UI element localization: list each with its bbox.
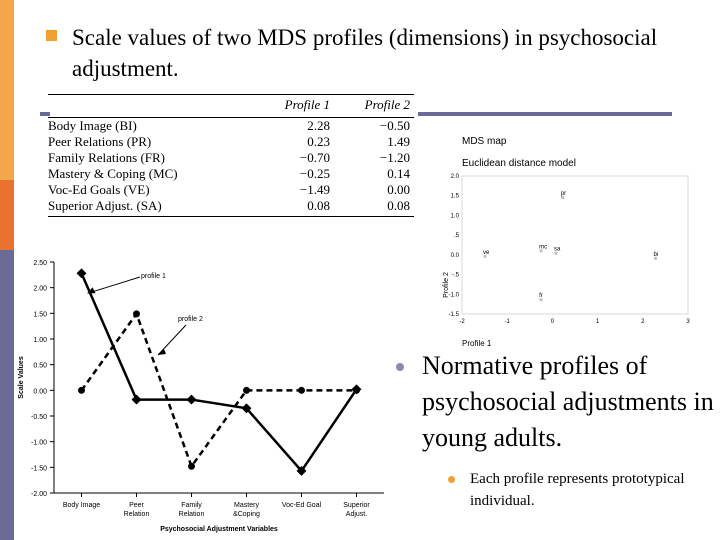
table-cell: Superior Adjust. (SA) xyxy=(48,198,162,213)
y-tick-label: 1.50 xyxy=(33,311,47,319)
table-header-row xyxy=(48,95,414,115)
data-point-profile-2 xyxy=(243,387,250,394)
mds-x-tick-label: -1 xyxy=(504,319,510,325)
mds-point-label: ve xyxy=(483,249,490,256)
bullet-sub xyxy=(396,468,716,512)
table-row xyxy=(48,134,414,150)
slide-title xyxy=(46,22,686,84)
data-point-profile-2 xyxy=(78,387,85,394)
table-header-cell: Profile 1 xyxy=(284,97,330,112)
x-tick-label: Peer xyxy=(129,502,144,509)
x-tick-label: Family xyxy=(181,502,202,509)
x-tick-label: Adjust. xyxy=(345,511,368,518)
mds-x-tick-label: 1 xyxy=(595,319,600,325)
mds-title: MDS map xyxy=(462,136,507,147)
y-tick-label: -1.50 xyxy=(31,465,47,473)
x-axis-label: Psychosocial Adjustment Variables xyxy=(160,526,278,533)
table-cell: 0.14 xyxy=(387,166,410,181)
mds-point-label: sa xyxy=(554,246,561,253)
y-tick-label: -2.00 xyxy=(31,491,47,498)
data-point-profile-1 xyxy=(132,395,142,405)
mds-y-tick-label: -1.5 xyxy=(448,312,459,318)
table-cell: 0.08 xyxy=(387,198,410,213)
y-tick-label: -1.00 xyxy=(31,439,47,447)
mds-point-label: fr xyxy=(539,293,543,300)
table-cell: 0.00 xyxy=(387,182,410,197)
table-cell: Peer Relations (PR) xyxy=(48,134,152,149)
side-accent-bar xyxy=(0,0,14,540)
y-tick-label: 0.50 xyxy=(33,362,47,370)
data-point-profile-2 xyxy=(188,463,195,470)
mds-x-axis-label: Profile 1 xyxy=(462,339,492,348)
table-row xyxy=(48,198,414,214)
x-tick-label: Mastery xyxy=(234,502,259,509)
bullet-dot-icon xyxy=(396,363,404,371)
table-cell: −0.25 xyxy=(299,166,330,181)
table-cell: −0.70 xyxy=(299,150,330,165)
slide-title-text: Scale values of two MDS profiles (dimensions) in psychosocial adjustment. xyxy=(72,25,658,81)
mds-y-tick-label: -.5 xyxy=(451,272,459,279)
mds-y-tick-label: 1.0 xyxy=(450,213,459,220)
annotation-profile-1: profile 1 xyxy=(141,273,166,280)
mds-point-label: mc xyxy=(539,244,548,251)
data-point-profile-1 xyxy=(187,395,197,405)
y-tick-label: 2.50 xyxy=(33,260,47,267)
x-tick-label: Body Image xyxy=(62,502,101,509)
data-point-profile-1 xyxy=(77,268,87,278)
bullet-main xyxy=(396,348,716,456)
table-bottom-rule xyxy=(48,216,414,217)
x-tick-label: Superior xyxy=(343,502,370,509)
bullet-dot-icon xyxy=(448,476,455,483)
table-row xyxy=(48,150,414,166)
table-row xyxy=(48,166,414,182)
mds-x-tick-label: -2 xyxy=(459,319,465,325)
mds-y-axis-label: Profile 2 xyxy=(443,272,450,298)
table-cell: 0.23 xyxy=(307,134,330,149)
mds-x-tick-label: 3 xyxy=(686,319,690,325)
data-point-profile-2 xyxy=(133,310,140,317)
y-tick-label: 1.00 xyxy=(33,337,47,344)
table-cell: 0.08 xyxy=(307,198,330,213)
y-axis-label: Scale Values xyxy=(18,356,25,399)
bullet-square-icon xyxy=(46,30,57,41)
table-header-cell xyxy=(48,95,238,115)
y-tick-label: -0.50 xyxy=(31,414,47,421)
data-point-profile-2 xyxy=(353,387,360,394)
mds-x-tick-label: 2 xyxy=(641,319,645,325)
table-cell: 2.28 xyxy=(307,118,330,133)
mds-y-tick-label: 1.5 xyxy=(450,193,459,200)
annotation-arrow-2 xyxy=(158,325,186,355)
mds-y-tick-label: 0.0 xyxy=(450,252,459,259)
scale-values-table xyxy=(48,94,414,217)
mds-plot-frame xyxy=(462,176,688,314)
y-tick-label: 2.00 xyxy=(33,285,47,293)
series-line-2 xyxy=(82,314,357,466)
x-tick-label: Relation xyxy=(178,511,205,518)
table-cell: −1.49 xyxy=(299,182,330,197)
mds-point-label: bi xyxy=(653,251,659,258)
mds-x-tick-label: 0 xyxy=(550,319,555,325)
table-cell: −0.50 xyxy=(379,118,410,133)
mds-point-label: pr xyxy=(560,191,567,198)
mds-y-tick-label: -1.0 xyxy=(448,292,459,299)
data-point-profile-2 xyxy=(298,387,305,394)
table-cell: Body Image (BI) xyxy=(48,118,137,133)
table-cell: −1.20 xyxy=(379,150,410,165)
table-cell: Family Relations (FR) xyxy=(48,150,165,165)
table-body xyxy=(48,118,414,214)
table-row xyxy=(48,182,414,198)
mds-y-tick-label: 2.0 xyxy=(450,174,459,180)
x-tick-label: Voc-Ed Goal xyxy=(281,502,322,509)
decorative-rule-right xyxy=(418,112,672,116)
mds-scatter-chart xyxy=(432,128,702,350)
series-line-1 xyxy=(82,273,357,471)
table-row xyxy=(48,118,414,134)
side-accent-orange xyxy=(0,0,14,180)
mds-subtitle: Euclidean distance model xyxy=(462,158,576,169)
side-accent-dark-orange xyxy=(0,180,14,250)
line-chart xyxy=(14,245,394,535)
annotation-profile-2: profile 2 xyxy=(178,316,203,323)
table-cell: Voc-Ed Goals (VE) xyxy=(48,182,150,197)
table-header-cell: Profile 2 xyxy=(364,97,410,112)
y-tick-label: 0.00 xyxy=(33,388,47,396)
bullet-main-text: Normative profiles of psychosocial adjustments in young adults. xyxy=(422,351,714,452)
annotation-arrowhead-2 xyxy=(158,349,166,355)
table-cell: Mastery & Coping (MC) xyxy=(48,166,178,181)
bullet-sub-text: Each profile represents prototypical individual. xyxy=(470,471,685,509)
table-cell: 1.49 xyxy=(387,134,410,149)
bullet-list xyxy=(396,348,716,512)
mds-y-tick-label: .5 xyxy=(453,233,459,240)
x-tick-label: &Coping xyxy=(233,511,260,518)
annotation-arrow-1 xyxy=(88,277,141,293)
x-tick-label: Relation xyxy=(123,511,150,518)
